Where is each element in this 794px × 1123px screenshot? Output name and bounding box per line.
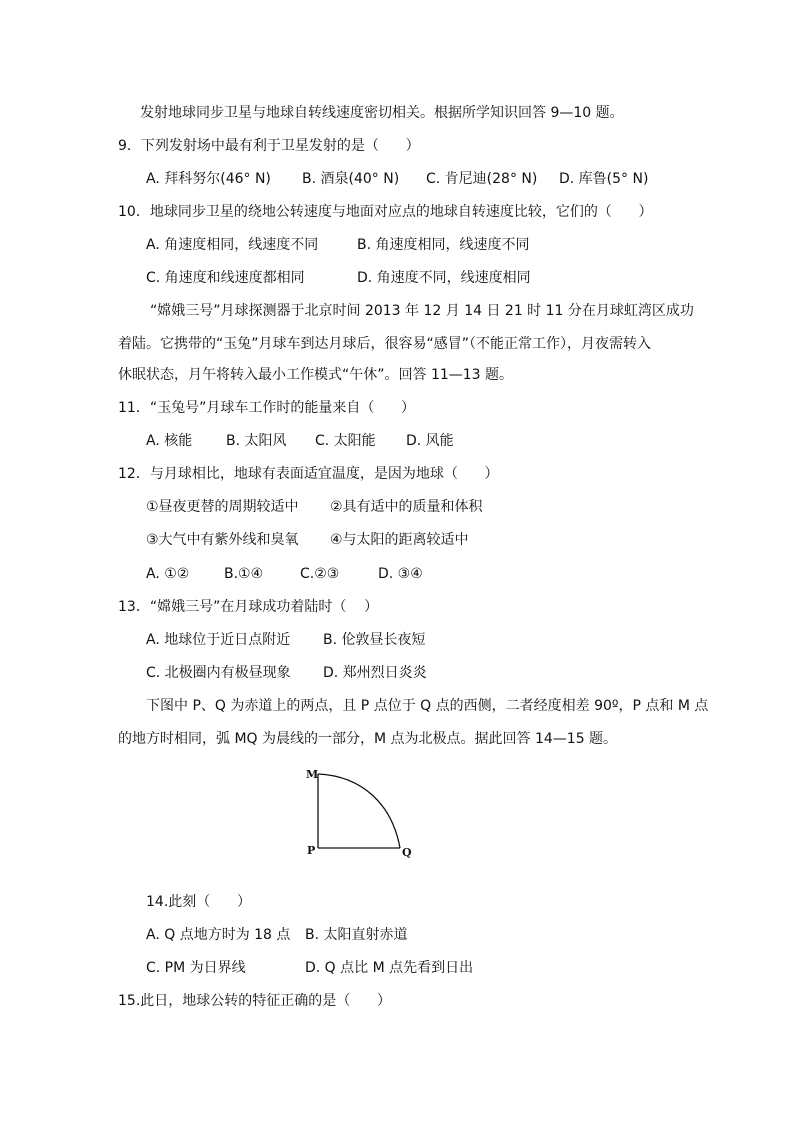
point-p-label: P [307,844,316,857]
intro-11-13-line-3: 休眠状态，月午将转入最小工作模式“午休”。回答 11—13 题。 [118,367,514,383]
question-12-option-b: B.①④ [224,566,264,582]
question-9-option-b: B. 酒泉(40° N) [302,171,400,187]
question-12-option-a: A. ①② [146,566,190,582]
question-14-stem: 14.此刻（ ） [146,894,251,910]
question-15-stem: 15.此日，地球公转的特征正确的是（ ） [118,993,391,1009]
question-13-option-b: B. 伦敦昼长夜短 [323,632,426,648]
question-12-option-d: D. ③④ [378,566,423,582]
question-11-option-c: C. 太阳能 [315,433,376,449]
intro-14-15-line-2: 的地方时相同，弧 MQ 为晨线的一部分，M 点为北极点。据此回答 14—15 题。 [118,731,618,747]
question-9-option-c: C. 肯尼迪(28° N) [426,171,538,187]
question-14-option-d: D. Q 点比 M 点先看到日出 [305,960,474,976]
question-14-option-b: B. 太阳直射赤道 [305,927,408,943]
question-10-option-c: C. 角速度和线速度都相同 [146,270,305,286]
question-12-stem: 12．与月球相比，地球有表面适宜温度，是因为地球（ ） [118,466,499,482]
question-12-statement-4: ④与太阳的距离较适中 [330,532,469,548]
question-12-statement-2: ②具有适中的质量和体积 [330,499,483,515]
question-14-option-a: A. Q 点地方时为 18 点 [146,927,291,943]
question-11-option-b: B. 太阳风 [226,433,287,449]
point-m-label: M [306,768,319,781]
mq-arc [318,774,400,848]
intro-11-13-line-1: “嫦娥三号”月球探测器于北京时间 2013 年 12 月 14 日 21 时 11 分在月球虹湾区成功 [150,303,694,319]
question-11-option-d: D. 风能 [406,433,454,449]
question-11-stem: 11．“玉兔号”月球车工作时的能量来自（ ） [118,400,416,416]
question-9-stem: 9．下列发射场中最有利于卫星发射的是（ ） [118,138,420,154]
question-10-option-a: A. 角速度相同，线速度不同 [146,237,319,253]
question-13-option-a: A. 地球位于近日点附近 [146,632,291,648]
question-10-option-b: B. 角速度相同，线速度不同 [357,237,530,253]
intro-14-15-line-1: 下图中 P、Q 为赤道上的两点，且 P 点位于 Q 点的西侧，二者经度相差 90º，P 点和 M 点 [146,698,709,714]
question-12-statement-1: ①昼夜更替的周期较适中 [146,499,299,515]
question-14-option-c: C. PM 为日界线 [146,960,246,976]
question-13-stem: 13．“嫦娥三号”在月球成功着陆时（ ） [118,599,379,615]
terminator-diagram [300,760,430,860]
question-9-option-a: A. 拜科努尔(46° N) [146,171,271,187]
intro-9-10: 发射地球同步卫星与地球自转线速度密切相关。根据所学知识回答 9—10 题。 [140,105,624,121]
question-12-statement-3: ③大气中有紫外线和臭氧 [146,532,299,548]
question-12-option-c: C.②③ [300,566,340,582]
question-10-stem: 10．地球同步卫星的绕地公转速度与地面对应点的地球自转速度比较，它们的（ ） [118,204,653,220]
point-q-label: Q [402,846,412,859]
question-13-option-d: D. 郑州烈日炎炎 [323,665,427,681]
question-10-option-d: D. 角速度不同，线速度相同 [357,270,531,286]
question-9-option-d: D. 库鲁(5° N) [559,171,649,187]
intro-11-13-line-2: 着陆。它携带的“玉兔”月球车到达月球后，很容易“感冒”（不能正常工作），月夜需转入 [118,336,652,352]
question-13-option-c: C. 北极圈内有极昼现象 [146,665,291,681]
question-11-option-a: A. 核能 [146,433,193,449]
